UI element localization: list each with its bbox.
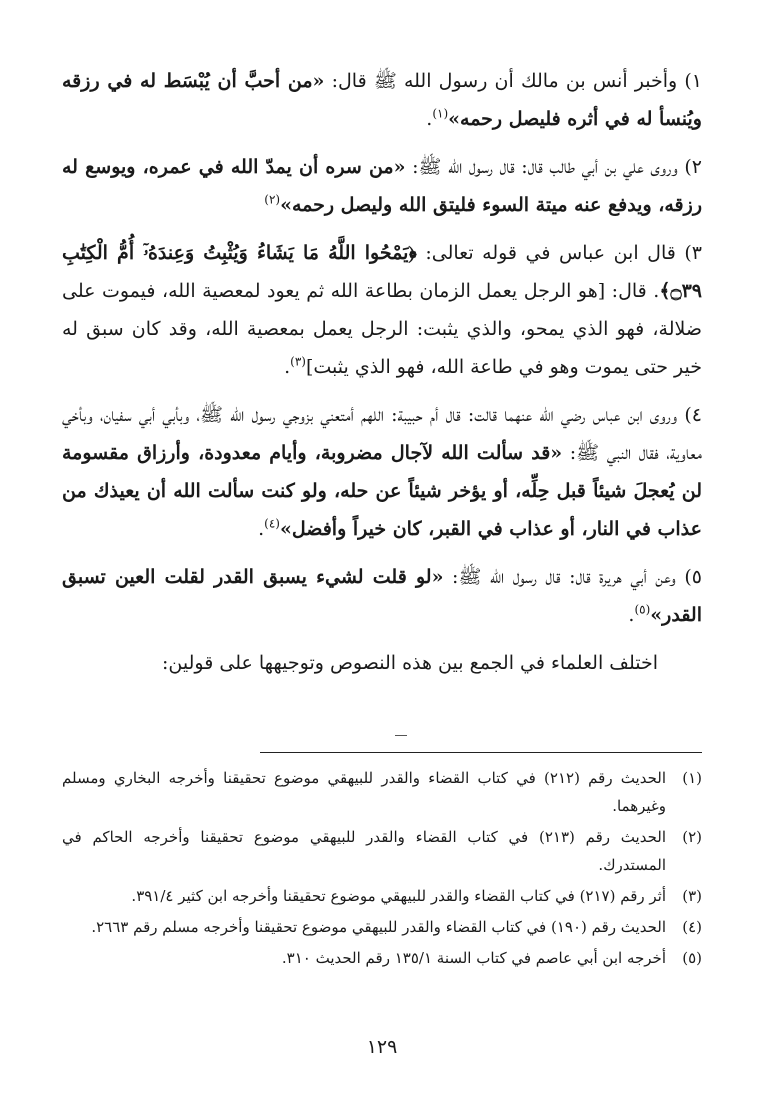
- hadith-text: «من سره أن يمدّ الله في عمره، ويوسع له رزقه، ويدفع عنه ميتة السوء فليتق الله وليصل رحمه»: [62, 156, 702, 216]
- paragraph-lead: ٤) وروى ابن عباس رضي الله عنهما قالت: قال أم حبيبة: اللهم أمتعني بزوجي رسول الله ﷺ، وبأبي أبي سفيان، وبأخي معاوية، فقال النبي ﷺ:: [62, 404, 702, 464]
- page-number: ١٢٩: [366, 1036, 398, 1058]
- footnote-text: الحديث رقم (٢١٢) في كتاب القضاء والقدر للبيهقي موضوع تحقيقنا وأخرجه البخاري ومسلم وغيرهما.: [62, 769, 667, 815]
- paragraph-tail: .: [628, 604, 635, 626]
- footnote-separator: [260, 752, 702, 753]
- paragraph-tail: . قال: [هو الرجل يعمل الزمان بطاعة الله ثم يعود لمعصية الله، فيموت على ضلالة، فهو الذي يمحو، والذي يثبت: الرجل يعمل بمعصية الله، وقد كان سبق له خير حتى يموت وهو في طاعة الله، فهو الذي يثبت]: [62, 280, 702, 378]
- footnote-text: الحديث رقم (٢١٣) في كتاب القضاء والقدر للبيهقي موضوع تحقيقنا وأخرجه الحاكم في المستدرك.: [62, 828, 666, 874]
- hadith-text: «قد سألت الله لآجال مضروبة، وأيام معدودة، وأرزاق مقسومة لن يُعجلَ شيئاً قبل حِلِّه، أو يؤخر شيئاً عن حله، ولو كنت سألت الله أن يعيذك من عذاب في النار، أو عذاب في القبر، كان خيراً وأفضل»: [62, 442, 702, 540]
- footnotes: [62, 764, 702, 975]
- quran-verse: ﴿يَمْحُوا اللَّهُ مَا يَشَاءُ وَيُثْبِتُ وَعِندَهُۥٓ أُمُّ الْكِتَٰبِ ۝٣٩﴾: [62, 242, 702, 302]
- footnote-ref: (٣): [290, 354, 306, 369]
- footnote-number: (٣): [682, 887, 702, 905]
- footnote-text: الحديث رقم (١٩٠) في كتاب القضاء والقدر للبيهقي موضوع تحقيقنا وأخرجه مسلم رقم ٢٦٦٣.: [91, 918, 666, 936]
- paragraph-lead: ١) وأخبر أنس بن مالك أن رسول الله ﷺ قال:: [324, 70, 702, 92]
- paragraph-5: [62, 558, 702, 634]
- paragraph-lead: ٥) وعن أبي هريرة قال: قال رسول الله ﷺ:: [443, 566, 702, 588]
- footnote-text: أخرجه ابن أبي عاصم في كتاب السنة ١٣٥/١ رقم الحديث ٣١٠.: [281, 949, 666, 967]
- footnote-2: [62, 823, 702, 879]
- main-text: [62, 62, 702, 701]
- footnote-ref: (٢): [264, 192, 281, 207]
- paragraph-2: [62, 148, 702, 224]
- section-intro: اختلف العلماء في الجمع بين هذه النصوص وتوجيهها على قولين:: [162, 652, 658, 674]
- footnote-number: (١): [682, 769, 703, 787]
- footnote-number: (٥): [682, 949, 702, 967]
- scan-speck: [395, 735, 407, 736]
- paragraph-lead: ٢) وروى علي بن أبي طالب قال: قال رسول الله ﷺ:: [405, 156, 702, 178]
- footnote-3: [62, 882, 702, 910]
- paragraph-tail: .: [258, 518, 265, 540]
- hadith-text: «لو قلت لشيء يسبق القدر لقلت العين تسبق القدر»: [62, 566, 702, 626]
- footnote-ref: (٥): [634, 602, 651, 617]
- paragraph-3: [62, 234, 702, 386]
- paragraph-lead: ٣) قال ابن عباس في قوله تعالى:: [416, 242, 702, 264]
- paragraph-4: [62, 396, 702, 548]
- paragraph-tail: .: [426, 108, 433, 130]
- footnote-number: (٤): [682, 918, 702, 936]
- footnote-5: [62, 944, 702, 972]
- footnote-ref: (٤): [264, 516, 280, 531]
- hadith-text: «من أحبَّ أن يُبْسَط له في رزقه ويُنسأ له في أثره فليصل رحمه»: [62, 70, 702, 130]
- footnote-text: أثر رقم (٢١٧) في كتاب القضاء والقدر للبيهقي موضوع تحقيقنا وأخرجه ابن كثير ٣٩١/٤.: [131, 887, 666, 905]
- footnote-ref: (١): [432, 106, 449, 121]
- footnote-1: [62, 764, 702, 820]
- footnote-4: [62, 913, 702, 941]
- paragraph-end: .: [284, 356, 291, 378]
- footnote-number: (٢): [682, 828, 702, 846]
- paragraph-1: [62, 62, 702, 138]
